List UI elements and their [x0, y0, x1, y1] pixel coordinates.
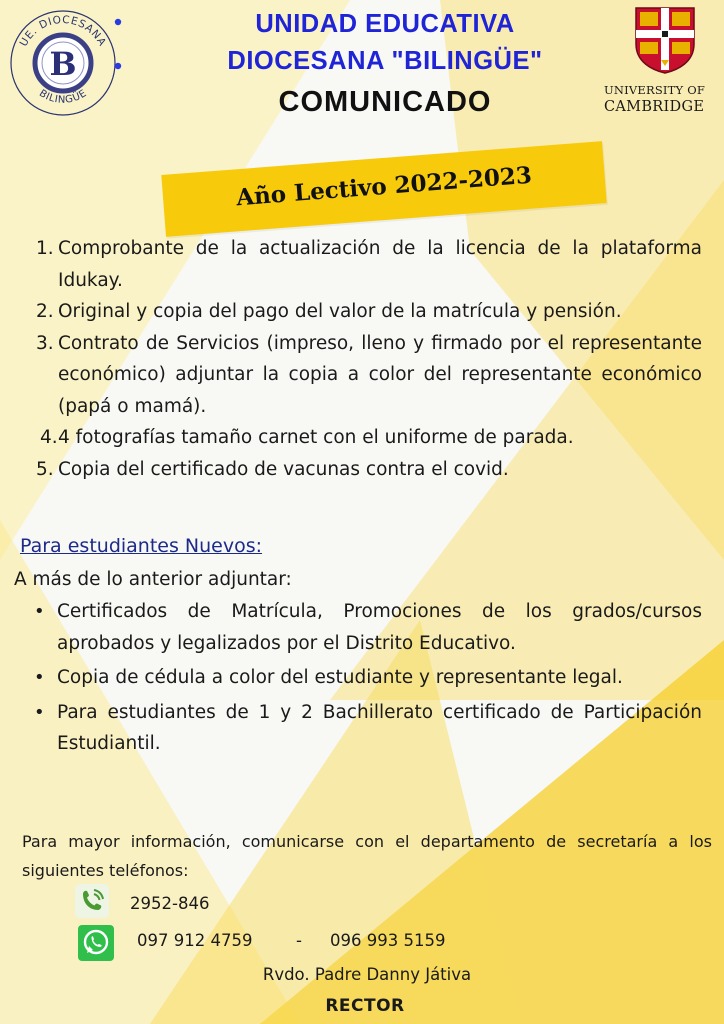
logo-bottom-text: BILINGÜE [37, 87, 89, 106]
item-text: Contrato de Servicios (impreso, lleno y firmado por el representante económico) adjuntar la copia a color del representante económico (papá o mamá). [58, 332, 702, 417]
bullet-icon: • [34, 701, 45, 723]
cambridge-line1: UNIVERSITY OF [604, 83, 706, 97]
item-text: Para estudiantes de 1 y 2 Bachillerato certificado de Participación Estudiantil. [57, 701, 702, 754]
logo-letter: B [49, 45, 77, 83]
school-name [150, 6, 620, 80]
mobile-number-1: 097 912 4759 [137, 931, 253, 950]
item-number: 3. [36, 332, 54, 354]
cambridge-wordmark [604, 82, 724, 116]
item-number: 2. [36, 301, 54, 322]
list-item [0, 454, 702, 486]
bullet-icon: • [34, 667, 45, 688]
signer-name: Rvdo. Padre Danny Játiva [262, 965, 472, 984]
whatsapp-icon [78, 925, 114, 961]
item-number: 1. [36, 238, 54, 259]
document-title: COMUNICADO [278, 86, 492, 118]
school-name-line2: DIOCESANA "BILINGÜE" [227, 47, 543, 75]
mobile-number-2: 096 993 5159 [330, 931, 446, 950]
year-banner-label: Año Lectivo 2022-2023 [235, 161, 533, 212]
item-text: Copia de cédula a color del estudiante y representante legal. [57, 667, 623, 688]
new-students-intro: A más de lo anterior adjuntar: [14, 569, 292, 590]
list-item [0, 697, 702, 760]
item-text: Certificados de Matrícula, Promociones de los grados/cursos aprobados y legalizados por el Distrito Educativo. [57, 601, 702, 654]
cambridge-line2: CAMBRIDGE [604, 99, 705, 115]
list-item [0, 596, 702, 659]
contact-text: Para mayor información, comunicarse con el departamento de secretaría a los siguientes teléfonos: [22, 832, 712, 880]
new-students-list [0, 596, 702, 760]
cambridge-crest-icon [634, 6, 696, 74]
new-students-heading: Para estudiantes Nuevos: [20, 535, 263, 557]
list-item [0, 328, 702, 423]
school-logo [4, 4, 122, 122]
requirements-list [0, 233, 702, 485]
list-item [0, 422, 702, 454]
landline-number: 2952-846 [130, 894, 210, 913]
phone-icon [75, 884, 109, 918]
list-item [0, 233, 702, 296]
item-text: Copia del certificado de vacunas contra el covid. [58, 458, 509, 480]
list-item [0, 296, 702, 328]
item-text: 4 fotografías tamaño carnet con el uniforme de parada. [58, 427, 574, 448]
item-text: Comprobante de la actualización de la licencia de la plataforma Idukay. [58, 238, 702, 291]
school-name-line1: UNIDAD EDUCATIVA [255, 10, 515, 38]
item-number: 5. [36, 458, 54, 480]
logo-top-text: UE. DIOCESANA [17, 13, 109, 49]
list-item [0, 662, 702, 694]
item-number: 4. [40, 427, 58, 448]
item-text: Original y copia del pago del valor de la matrícula y pensión. [58, 301, 622, 322]
signer-title: RECTOR [325, 996, 405, 1016]
bullet-icon: • [34, 601, 45, 622]
number-separator: - [296, 931, 302, 950]
